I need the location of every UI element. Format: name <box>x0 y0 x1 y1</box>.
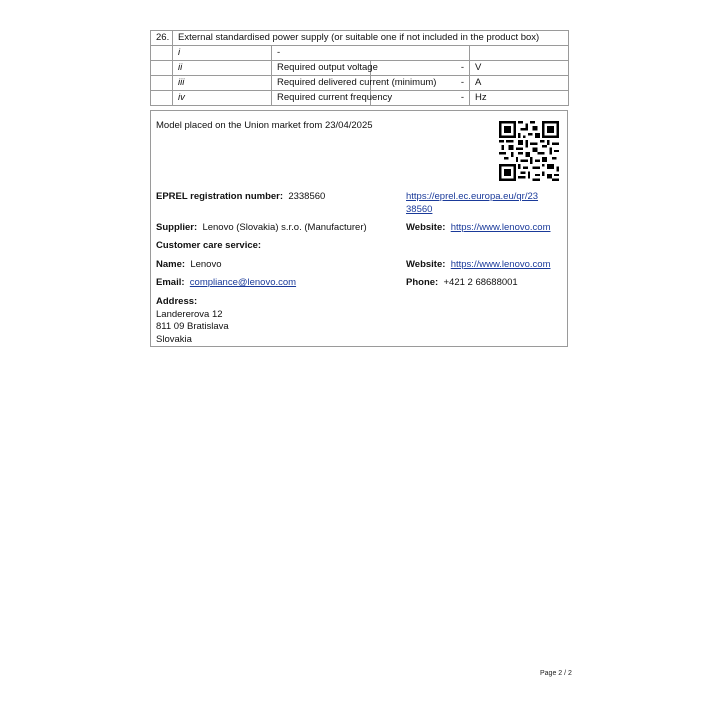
phone-label: Phone: <box>406 277 439 288</box>
roman-numeral: iii <box>173 76 272 91</box>
website2-link[interactable]: https://www.lenovo.com <box>450 259 551 270</box>
website-row <box>406 222 551 235</box>
table-row <box>151 61 569 76</box>
address-line3: Slovakia <box>156 333 192 345</box>
row-label: - <box>272 46 470 61</box>
eprel-number: 2338560 <box>288 191 326 202</box>
website-link[interactable]: https://www.lenovo.com <box>450 222 551 233</box>
name-label: Name: <box>156 259 186 270</box>
name-row <box>156 259 222 272</box>
phone-row <box>406 277 518 290</box>
row-value: - <box>371 76 470 91</box>
row-unit <box>470 46 569 61</box>
address-line1: Landererova 12 <box>156 308 223 320</box>
row-value: - <box>371 91 470 106</box>
row-value: - <box>371 61 470 76</box>
product-info-box <box>150 110 568 347</box>
eprel-link[interactable] <box>406 191 538 216</box>
row-unit: V <box>470 61 569 76</box>
address-label: Address: <box>156 296 198 307</box>
supplier-label: Supplier: <box>156 222 198 233</box>
phone-value: +421 2 68688001 <box>443 277 518 288</box>
table-heading: External standardised power supply (or suitable one if not included in the product box) <box>173 31 569 46</box>
roman-numeral: ii <box>173 61 272 76</box>
qr-code-icon[interactable] <box>499 121 559 181</box>
customer-care-heading: Customer care service: <box>156 240 262 251</box>
table-row <box>151 46 569 61</box>
row-unit: A <box>470 76 569 91</box>
eprel-link-line1[interactable]: https://eprel.ec.europa.eu/qr/23 <box>406 191 539 202</box>
email-label: Email: <box>156 277 185 288</box>
eprel-row <box>156 191 325 204</box>
row-label: Required current frequency <box>272 91 371 106</box>
row-label: Required output voltage <box>272 61 371 76</box>
roman-numeral: i <box>173 46 272 61</box>
supplier-row <box>156 222 367 235</box>
market-date-text: Model placed on the Union market from 23/04/2025 <box>156 120 373 131</box>
name-value: Lenovo <box>190 259 222 270</box>
page-number: Page 2 / 2 <box>540 670 572 677</box>
eprel-label: EPREL registration number: <box>156 191 284 202</box>
power-supply-table <box>150 30 569 106</box>
table-row <box>151 31 569 46</box>
email-link[interactable]: compliance@lenovo.com <box>189 277 297 288</box>
eprel-link-line2[interactable]: 38560 <box>406 203 433 215</box>
table-row <box>151 76 569 91</box>
table-row <box>151 91 569 106</box>
row-unit: Hz <box>470 91 569 106</box>
row-number: 26. <box>151 31 173 46</box>
website2-row <box>406 259 551 272</box>
address-block <box>156 296 229 346</box>
email-row <box>156 277 296 290</box>
address-line2: 811 09 Bratislava <box>156 321 229 332</box>
roman-numeral: iv <box>173 91 272 106</box>
website-label: Website: <box>406 222 446 233</box>
supplier-value: Lenovo (Slovakia) s.r.o. (Manufacturer) <box>202 222 367 233</box>
website2-label: Website: <box>406 259 446 270</box>
row-label: Required delivered current (minimum) <box>272 76 371 91</box>
